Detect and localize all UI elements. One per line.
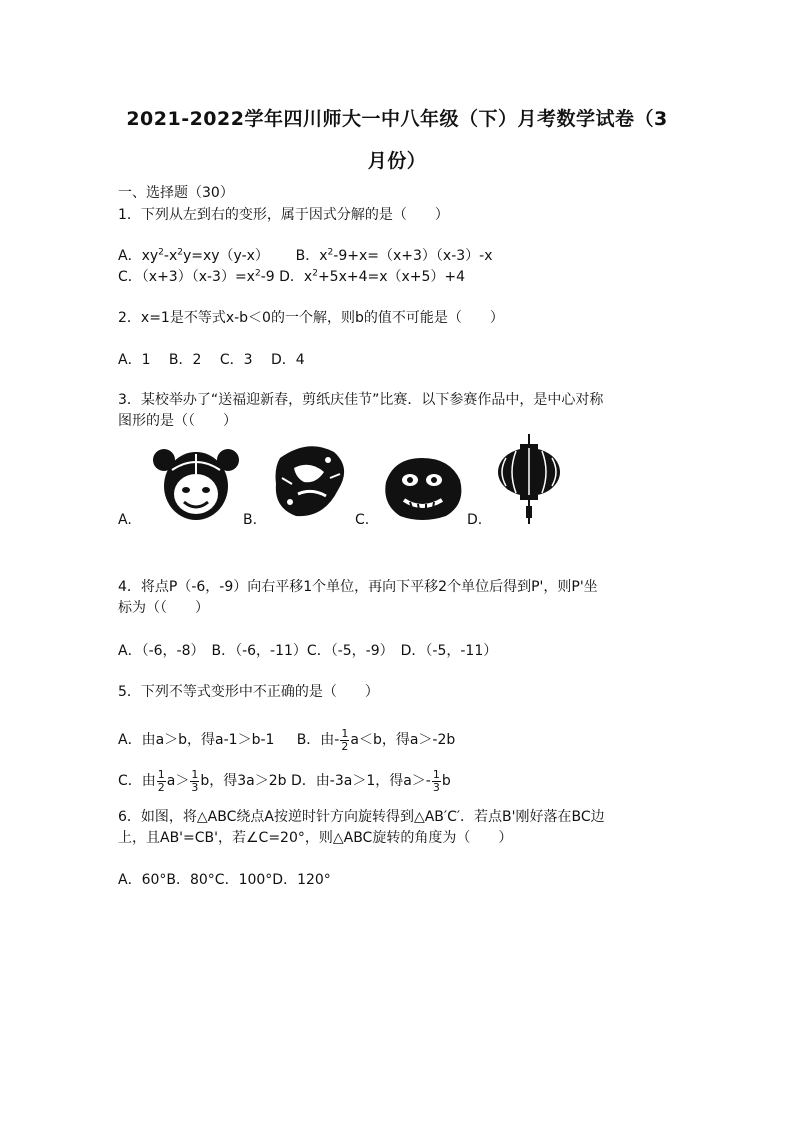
q4-stem-line2: 标为（（ ） [118,600,209,616]
q5-option-b-post: a＜b，得a＞-2b [350,732,456,748]
section-heading: 一、选择题（30） [118,185,234,201]
q5-option-d-post: b [441,773,451,789]
papercut-lion-image [380,452,466,524]
q1-option-d-label: D． [279,269,304,285]
q5-options-row2 [118,763,451,799]
fraction-one-half: $\frac{1}{2}$ [341,726,349,753]
q1-option-a-label: A． [118,248,142,264]
papercut-lantern-image [496,434,562,526]
q5-option-c-mid: a＞ [166,773,190,789]
q3-stem-line2: 图形的是（（ ） [118,413,237,429]
q1-options-row1: A．$xy^2-x^2y=xy(y-x)$ B．$x^2-9+x=(x+3)(x-3)-x$ [118,247,493,264]
q2-stem: 2．x=1是不等式x-b＜0的一个解，则b的值不可能是（ ） [118,310,504,326]
q6-stem-line2: 上，且AB'=CB'，若∠C=20°，则△ABC旋转的角度为（ ） [118,830,513,846]
q1-option-b-label: B． [295,248,320,264]
q3-option-a-label: A. [118,512,132,528]
papercut-fish-image [268,438,354,524]
q6-stem-line1: 6．如图，将△ABC绕点A按逆时针方向旋转得到△AB′C′．若点B'刚好落在BC边 [118,809,605,825]
exam-title-line2: 月份） [367,150,427,172]
q1-options-row2: C．$(x+3)(x-3)=x^2-9$ D．$x^2+5x+4=x(x+5)+4$ [118,268,466,285]
q1-option-c-label: C． [118,269,142,285]
q5-option-c-pre: C．由 [118,773,156,789]
fraction-one-third: $\frac{1}{3}$ [432,767,440,794]
q4-stem-line1: 4．将点P（-6，-9）向右平移1个单位，再向下平移2个单位后得到P'，则P'坐 [118,579,598,595]
exam-title-line1: 2021-2022学年四川师大一中八年级（下）月考数学试卷（3 [126,108,668,130]
fraction-one-third: $\frac{1}{3}$ [191,767,199,794]
q5-option-a: A．由a＞b，得a-1＞b-1 [118,732,275,748]
papercut-girl-image [150,444,242,522]
q5-option-c-post: b，得3a＞2b [200,773,287,789]
q3-option-d-label: D. [467,512,483,528]
q2-options: A．1 B．2 C．3 D．4 [118,352,305,368]
q1-stem: 1．下列从左到右的变形，属于因式分解的是（ ） [118,207,449,223]
q3-stem-line1: 3．某校举办了“送福迎新春，剪纸庆佳节”比赛．以下参赛作品中，是中心对称 [118,392,604,408]
q3-option-b-label: B. [243,512,258,528]
q6-options: A．60°B．80°C．100°D．120° [118,872,331,888]
q5-stem: 5．下列不等式变形中不正确的是（ ） [118,684,379,700]
q3-option-c-label: C. [355,512,370,528]
q5-options-row1 [118,722,455,758]
fraction-one-half: $\frac{1}{2}$ [157,767,165,794]
q4-options: A．（-6，-8） B．（-6，-11）C．（-5，-9） D．（-5，-11） [118,643,498,659]
q5-option-d-pre: D．由-3a＞1，得a＞- [291,773,431,789]
q5-option-b-pre: B．由- [296,732,340,748]
